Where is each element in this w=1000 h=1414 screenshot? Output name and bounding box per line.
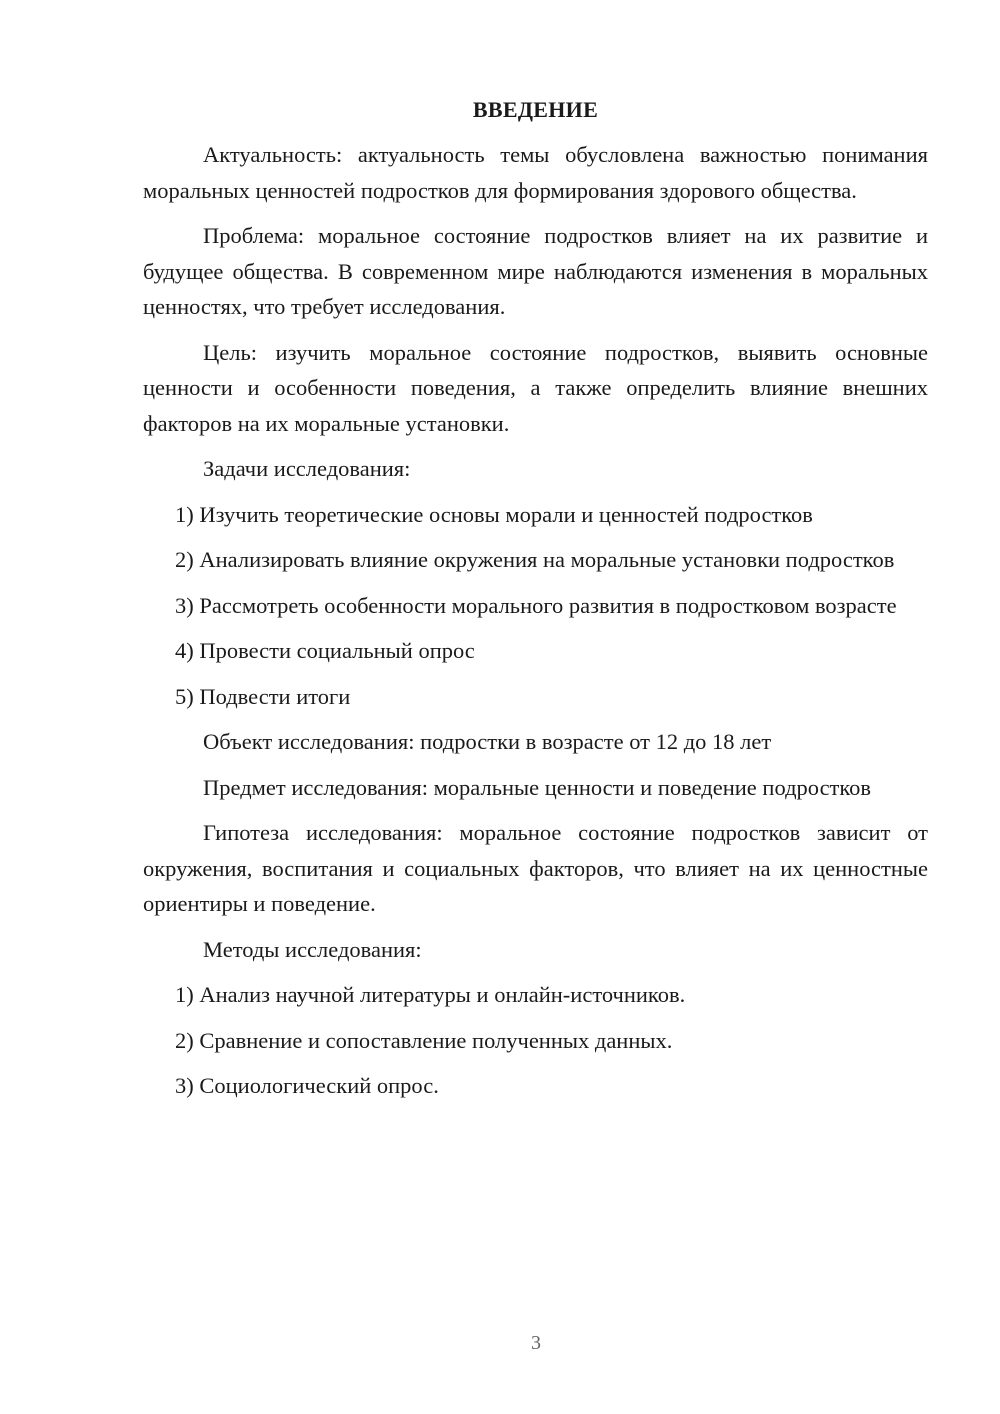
task-item-2: 2) Анализировать влияние окружения на моральные установки подростков [175, 547, 895, 572]
paragraph-problem: Проблема: моральное состояние подростков влияет на их развитие и будущее общества. В современном мире наблюдаются изменения в моральных ценностях, что требует исследования. [143, 223, 928, 319]
method-item-3: 3) Социологический опрос. [175, 1073, 439, 1098]
paragraph-relevance: Актуальность: актуальность темы обусловлена важностью понимания моральных ценностей подростков для формирования здорового общества. [143, 142, 928, 203]
paragraph-subject: Предмет исследования: моральные ценности и поведение подростков [203, 774, 872, 800]
task-item-4: 4) Провести социальный опрос [175, 638, 475, 663]
method-item-2: 2) Сравнение и сопоставление полученных данных. [175, 1027, 673, 1053]
page-title: ВВЕДЕНИЕ [472, 97, 599, 122]
document-page [143, 92, 928, 1114]
task-item-5: 5) Подвести итоги [175, 683, 351, 709]
tasks-heading: Задачи исследования: [203, 456, 411, 481]
page-number: 3 [531, 1332, 541, 1354]
task-item-3: 3) Рассмотреть особенности морального развития в подростковом возрасте [175, 592, 897, 618]
method-item-1: 1) Анализ научной литературы и онлайн-источников. [175, 982, 686, 1007]
methods-heading: Методы исследования: [203, 936, 422, 962]
task-item-1: 1) Изучить теоретические основы морали и ценностей подростков [175, 501, 813, 527]
paragraph-goal: Цель: изучить моральное состояние подростков, выявить основные ценности и особенности поведения, а также определить влияние внешних факторов на их моральные установки. [143, 339, 928, 436]
paragraph-object: Объект исследования: подростки в возрасте от 12 до 18 лет [203, 729, 772, 754]
paragraph-hypothesis: Гипотеза исследования: моральное состояние подростков зависит от окружения, воспитания и социальных факторов, что влияет на их ценностные ориентиры и поведение. [143, 820, 928, 916]
